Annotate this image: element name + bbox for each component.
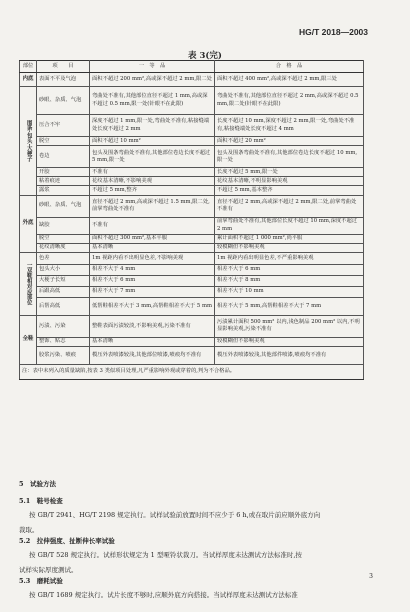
section-5-2-para-cont: 试样实际厚度测试。 xyxy=(19,566,78,574)
first-grade-cell: 基本清晰 xyxy=(90,337,215,346)
item-cell: 粘着痕迹 xyxy=(37,177,90,186)
section-5-3-para: 按 GB/T 1689 规定执行。试片长度不够时,应顺外底方向搭接。当试样厚度未达测试方法标准 xyxy=(29,591,298,599)
table-row xyxy=(20,346,364,364)
first-grade-cell: 相差不大于 4 mm xyxy=(90,264,215,275)
section-5-1-para-cont: 裁取。 xyxy=(19,526,39,534)
qualified-cell: 污渍累计面积 500 mm² 以内,浅色制品 200 mm² 以内,不明显影响美观,污染不准有 xyxy=(215,315,364,337)
qualified-cell: 相差不大于 10 mm xyxy=(215,286,364,297)
qualified-cell: 相差不大于 6 mm xyxy=(215,264,364,275)
first-grade-cell: 包头及围条弯曲处不准有,其他部位卷边长度不超过 5 mm,限一处 xyxy=(90,146,215,168)
header-part: 部位 xyxy=(20,61,37,73)
table-row xyxy=(20,286,364,297)
qualified-cell: 不超过 5 mm,基本整齐 xyxy=(215,186,364,195)
table-caption: 表 3(完) xyxy=(188,51,222,61)
item-cell: 后跟高低 xyxy=(37,286,90,297)
item-cell: 色差 xyxy=(37,252,90,264)
table-row xyxy=(20,297,364,315)
first-grade-cell: 相差不大于 6 mm xyxy=(90,275,215,286)
table-row xyxy=(20,115,364,137)
item-cell: 污渍、污染 xyxy=(37,315,90,337)
table-header-row xyxy=(20,61,364,73)
qualified-cell: 较模糊但不影响美观 xyxy=(215,243,364,252)
first-grade-cell: 整鞋表面污渍较淡,不影响美观,污染不准有 xyxy=(90,315,215,337)
header-item: 项 目 xyxy=(37,61,90,73)
section-5-3-title: 5.3 磨耗试验 xyxy=(19,577,63,585)
table-row xyxy=(20,186,364,195)
table-row xyxy=(20,217,364,234)
table-row xyxy=(20,275,364,286)
category-cell: 一双鞋相对应部位 xyxy=(20,252,37,315)
header-qualified: 合 格 品 xyxy=(215,61,364,73)
quality-table xyxy=(19,60,364,380)
table-row xyxy=(20,177,364,186)
table-row xyxy=(20,243,364,252)
table-note-row xyxy=(20,364,364,379)
first-grade-cell: 低帮鞋相差不大于 3 mm,高帮鞋相差不大于 5 mm xyxy=(90,297,215,315)
table-row xyxy=(20,337,364,346)
quality-table-container xyxy=(19,60,363,380)
item-cell: 表面不平及气泡 xyxy=(37,73,90,87)
first-grade-cell: 1m 视距内看不出明显色差,不影响美观 xyxy=(90,252,215,264)
first-grade-cell: 弯曲处不准有,其他部位直径不超过 1 mm,高或深不超过 0.5 mm,限一处(针眼不在此限) xyxy=(90,87,215,115)
first-grade-cell: 模压外表喷漆较浅,其他部位喷漆,喷痕均不准有 xyxy=(90,346,215,364)
qualified-cell: 长度不超过 5 mm,限一处 xyxy=(215,168,364,177)
item-cell: 后帮高低 xyxy=(37,297,90,315)
first-grade-cell: 花纹基本清晰,不影响美观 xyxy=(90,177,215,186)
first-grade-cell: 深度不超过 1 mm,限一处,弯曲处不准有,粘接缝端处长度不超过 2 mm xyxy=(90,115,215,137)
table-row xyxy=(20,234,364,243)
qualified-cell: 前掌弯曲处不准有,其他部位长度不超过 10 mm,深度不超过 2 mm xyxy=(215,217,364,234)
table-row xyxy=(20,315,364,337)
qualified-cell: 较模糊但不影响美观 xyxy=(215,337,364,346)
section-5-2-title: 5.2 拉伸强度、扯断伸长率试验 xyxy=(19,537,115,545)
table-row xyxy=(20,252,364,264)
table-row xyxy=(20,264,364,275)
item-cell: 胶浆污染、喷痕 xyxy=(37,346,90,364)
category-cell: 内底 xyxy=(20,73,37,87)
item-cell: 整饰、贴志 xyxy=(37,337,90,346)
category-cell: 全鞋 xyxy=(20,315,37,364)
item-cell: 缺胶 xyxy=(37,217,90,234)
item-cell: 脱空 xyxy=(37,234,90,243)
table-row xyxy=(20,168,364,177)
item-cell: 花纹清晰度 xyxy=(37,243,90,252)
first-grade-cell: 面积不超过 10 mm² xyxy=(90,137,215,146)
category-cell: 围条·包头·大梗子 xyxy=(20,87,37,196)
qualified-cell: 包头及围条弯曲处不准有,其他部位卷边长度不超过 10 mm,限一处 xyxy=(215,146,364,168)
item-cell: 砂眼、杂质、气泡 xyxy=(37,87,90,115)
qualified-cell: 面积不超过 20 mm² xyxy=(215,137,364,146)
qualified-cell: 模压外表喷漆较浅,其他部件喷漆,喷痕均不准有 xyxy=(215,346,364,364)
header-first-grade: 一 等 品 xyxy=(90,61,215,73)
item-cell: 卷边 xyxy=(37,146,90,168)
category-cell: 外底 xyxy=(20,195,37,252)
first-grade-cell: 面积不超过 200 mm²,高或深不超过 2 mm,限二处 xyxy=(90,73,215,87)
table-note: 注：表中未列入的质量缺陷,按表 3 类似项目处理,凡严重影响外观或穿着的,判为不合格品。 xyxy=(20,364,364,379)
first-grade-cell: 相差不大于 7 mm xyxy=(90,286,215,297)
qualified-cell: 面积不超过 400 mm²,高或深不超过 2 mm,限三处 xyxy=(215,73,364,87)
section-5-1-para: 按 GB/T 2941、HG/T 2198 规定执行。试样试验前放置时间不应少于 6 h,或在取片前应顺外底方向 xyxy=(29,511,321,519)
item-cell: 压合不牢 xyxy=(37,115,90,137)
standard-id: HG/T 2018—2003 xyxy=(299,27,368,37)
qualified-cell: 长度不超过 10 mm,深度不超过 2 mm,限一处,弯曲处不准有,粘接缝端处长度不超过 4 mm xyxy=(215,115,364,137)
item-cell: 包头大小 xyxy=(37,264,90,275)
first-grade-cell: 不超过 5 mm,整齐 xyxy=(90,186,215,195)
table-row xyxy=(20,146,364,168)
item-cell: 露浆 xyxy=(37,186,90,195)
table-row xyxy=(20,87,364,115)
table-row xyxy=(20,137,364,146)
first-grade-cell: 不准有 xyxy=(90,217,215,234)
qualified-cell: 相差不大于 5 mm,高帮鞋相差不大于 7 mm xyxy=(215,297,364,315)
first-grade-cell: 基本清晰 xyxy=(90,243,215,252)
qualified-cell: 相差不大于 8 mm xyxy=(215,275,364,286)
section-5-2-para: 按 GB/T 528 规定执行。试样形状规定为 1 型哑铃状裁刀。当试样厚度未达测试方法标准时,按 xyxy=(29,551,302,559)
table-row xyxy=(20,73,364,87)
item-cell: 大梗子长短 xyxy=(37,275,90,286)
section-5-1-title: 5.1 鞋号检查 xyxy=(19,497,63,505)
qualified-cell: 直径不超过 2 mm,高或深不超过 2 mm,限二处,前掌弯曲处不准有 xyxy=(215,195,364,217)
first-grade-cell: 面积不超过 300 mm²,基本平服 xyxy=(90,234,215,243)
qualified-cell: 花纹基本清晰,不明显影响美观 xyxy=(215,177,364,186)
page-number: 3 xyxy=(369,573,373,580)
section-5-title: 5 试验方法 xyxy=(19,480,57,488)
first-grade-cell: 不准有 xyxy=(90,168,215,177)
item-cell: 开胶 xyxy=(37,168,90,177)
qualified-cell: 累计面积不超过 1 000 mm²,尚平服 xyxy=(215,234,364,243)
first-grade-cell: 直径不超过 2 mm,高或深不超过 1.5 mm,限二处,前掌弯曲处不准有 xyxy=(90,195,215,217)
item-cell: 砂眼、杂质、气泡 xyxy=(37,195,90,217)
item-cell: 脱空 xyxy=(37,137,90,146)
qualified-cell: 1m 视距内看出明显色差,不严重影响美观 xyxy=(215,252,364,264)
table-row xyxy=(20,195,364,217)
qualified-cell: 弯曲处不准有,其他部位直径不超过 2 mm,高或深不超过 0.5 mm,限二处(针眼不在此限) xyxy=(215,87,364,115)
